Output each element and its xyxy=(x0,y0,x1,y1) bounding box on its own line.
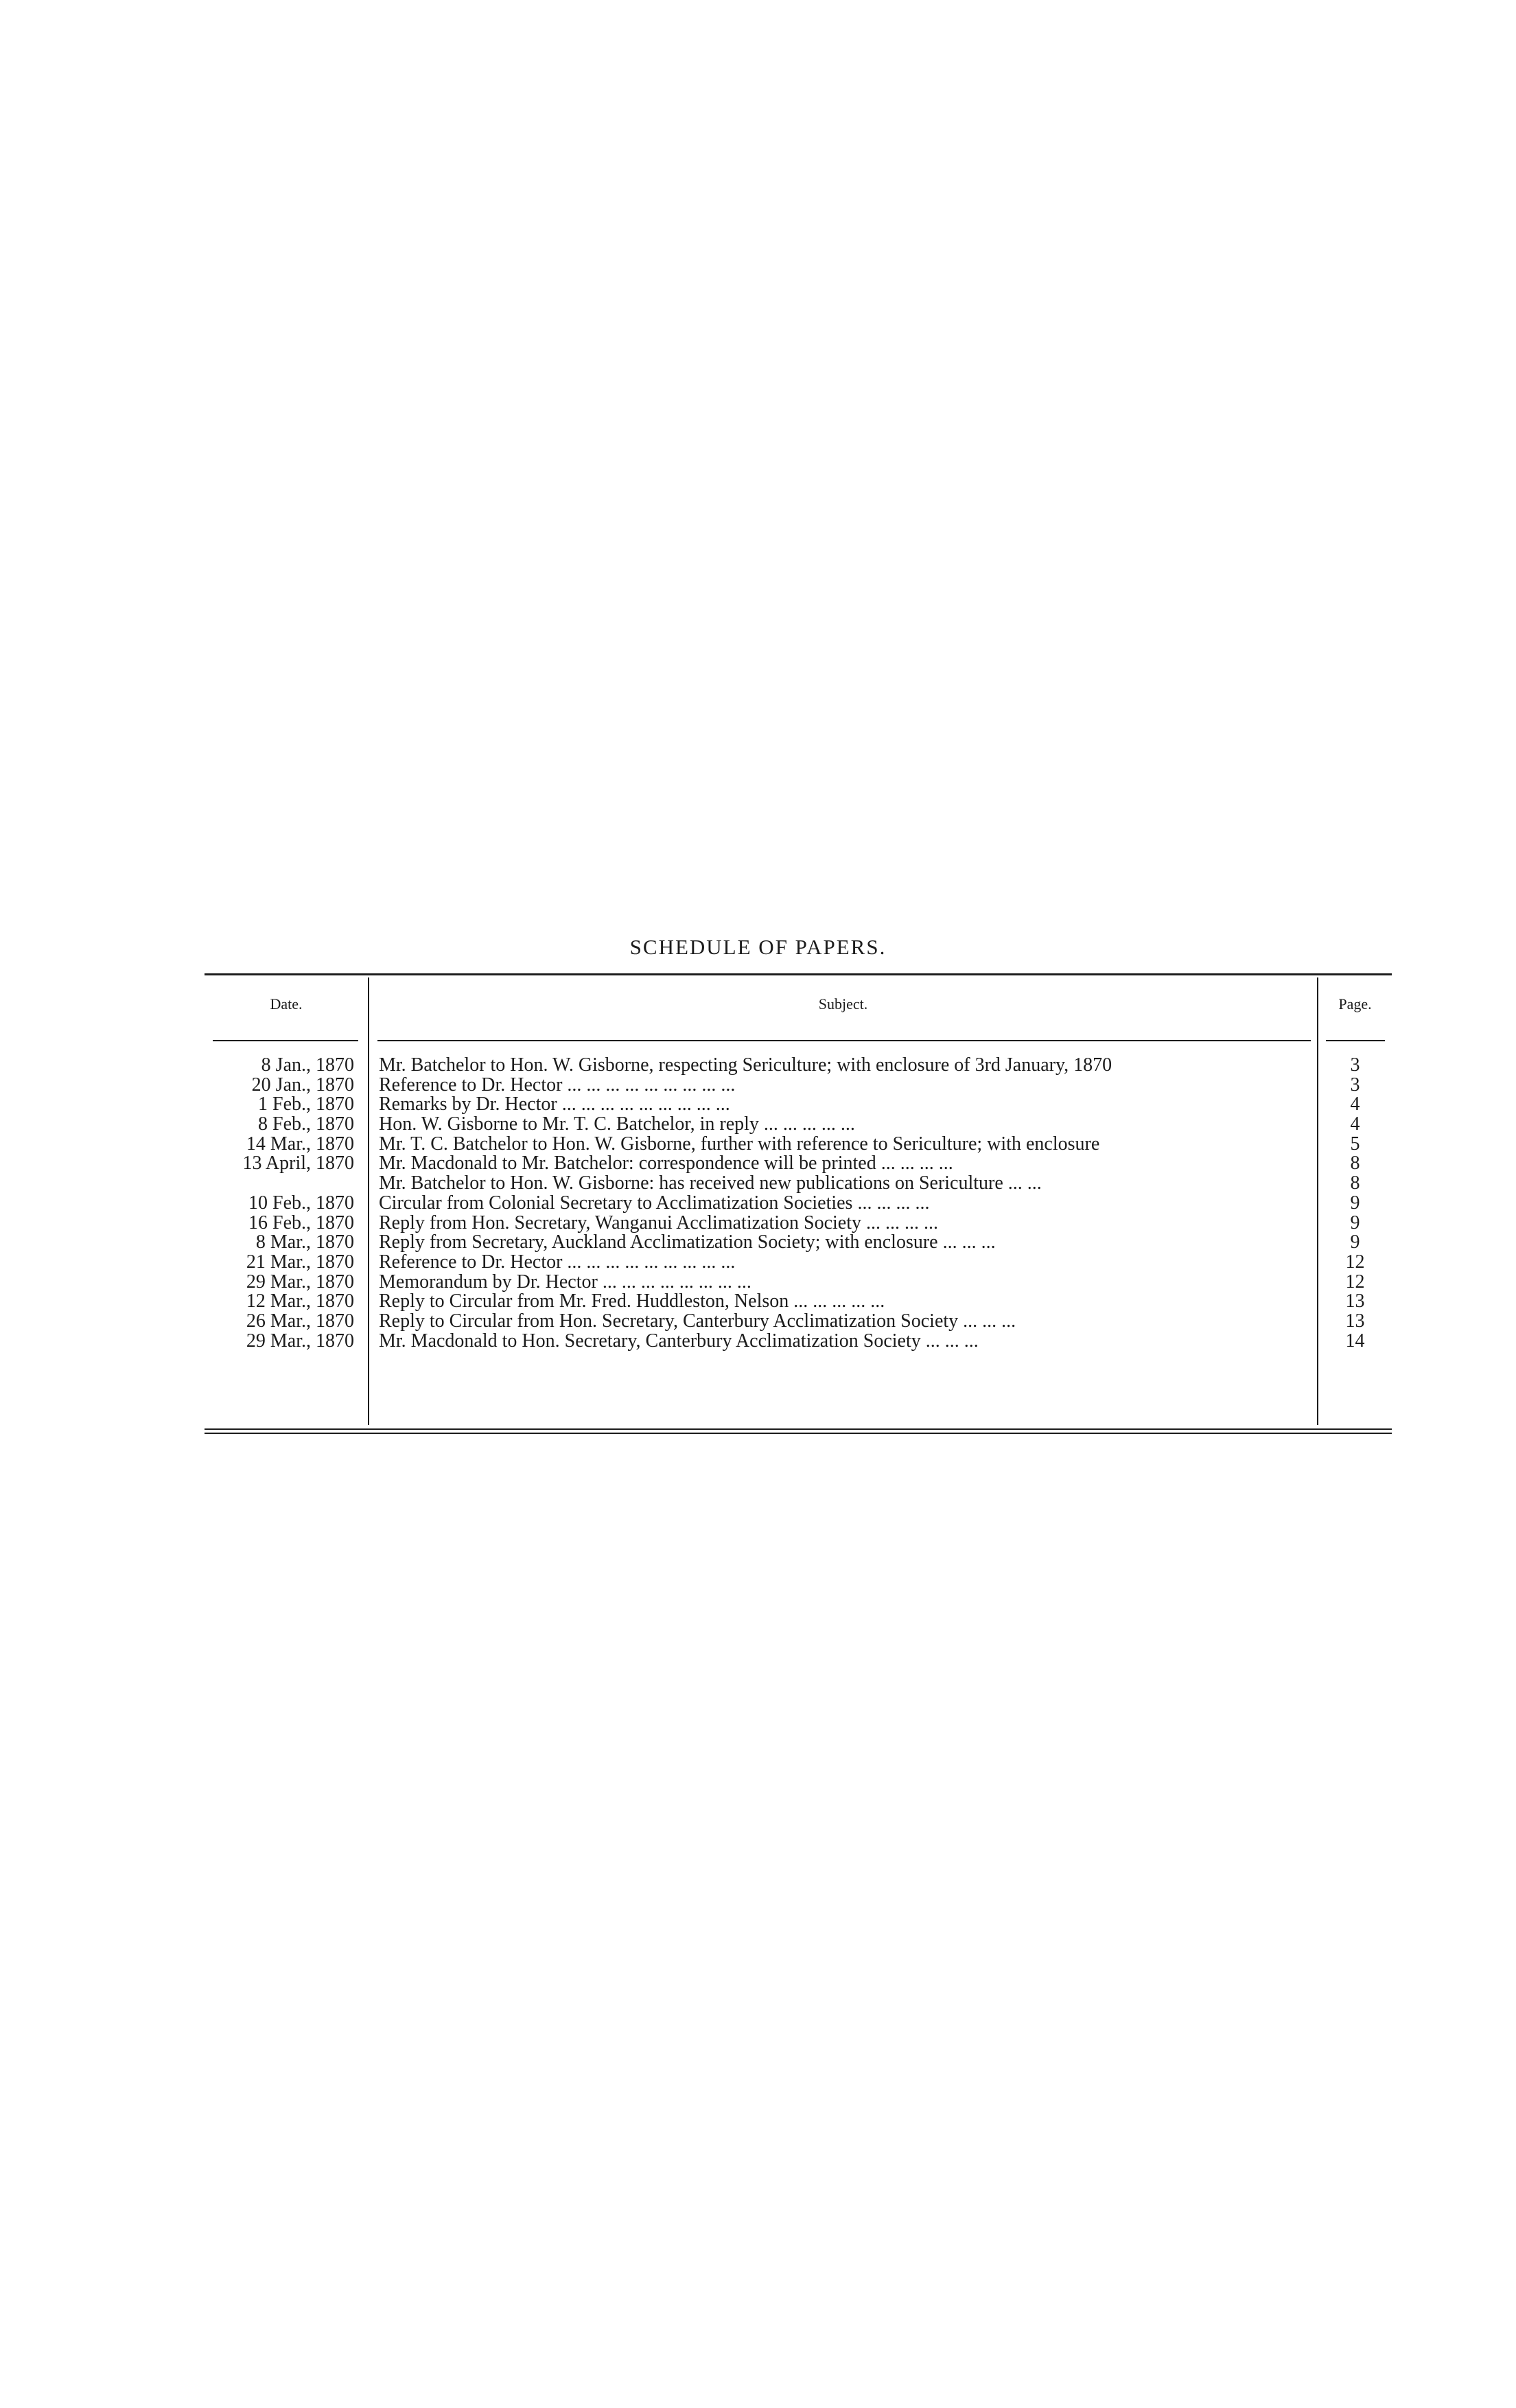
row-date: 10 Feb., 1870 xyxy=(248,1192,354,1214)
table-row xyxy=(205,1174,1392,1194)
row-date: 29 Mar., 1870 xyxy=(246,1330,354,1352)
table-bottom-rule-double xyxy=(205,1433,1392,1434)
row-subject: Hon. W. Gisborne to Mr. T. C. Batchelor, in reply ... ... ... ... ... xyxy=(379,1115,855,1135)
date-header-rule xyxy=(213,1040,358,1041)
table-row xyxy=(205,1332,1392,1352)
row-subject: Reply to Circular from Mr. Fred. Huddleston, Nelson ... ... ... ... ... xyxy=(379,1292,885,1312)
row-date: 12 Mar., 1870 xyxy=(246,1290,354,1312)
row-date: 8 Feb., 1870 xyxy=(258,1113,354,1135)
subject-column-header: Subject. xyxy=(818,995,868,1012)
row-subject: Mr. Macdonald to Mr. Batchelor: correspondence will be printed ... ... ... ... xyxy=(379,1154,953,1174)
table-top-rule xyxy=(205,973,1392,975)
row-subject: Remarks by Dr. Hector ... ... ... ... ... ... ... ... ... xyxy=(379,1095,730,1115)
row-subject: Mr. Macdonald to Hon. Secretary, Canterbury Acclimatization Society ... ... ... xyxy=(379,1331,979,1352)
row-page: 8 xyxy=(1350,1172,1360,1194)
schedule-title: SCHEDULE OF PAPERS. xyxy=(629,935,887,959)
row-page: 8 xyxy=(1350,1153,1360,1174)
table-row xyxy=(205,1154,1392,1174)
row-subject: Reply to Circular from Hon. Secretary, Canterbury Acclimatization Society ... ... ... xyxy=(379,1311,1016,1332)
row-subject: Circular from Colonial Secretary to Acclimatization Societies ... ... ... ... xyxy=(379,1193,930,1214)
row-page: 4 xyxy=(1350,1113,1360,1135)
row-date: 14 Mar., 1870 xyxy=(246,1133,354,1155)
table-row xyxy=(205,1076,1392,1096)
row-page: 3 xyxy=(1350,1054,1360,1076)
table-row xyxy=(205,1292,1392,1312)
subject-header-rule xyxy=(377,1040,1311,1041)
row-date: 21 Mar., 1870 xyxy=(246,1251,354,1273)
row-subject: Mr. Batchelor to Hon. W. Gisborne: has received new publications on Sericulture ... ... xyxy=(379,1174,1042,1194)
row-date: 1 Feb., 1870 xyxy=(258,1093,354,1115)
table-bottom-rule xyxy=(205,1428,1392,1430)
row-subject: Reference to Dr. Hector ... ... ... ... ... ... ... ... ... xyxy=(379,1252,736,1273)
row-page: 9 xyxy=(1350,1231,1360,1253)
row-subject: Mr. Batchelor to Hon. W. Gisborne, respecting Sericulture; with enclosure of 3rd January, 1870 xyxy=(379,1056,1112,1076)
table-row xyxy=(205,1214,1392,1234)
row-page: 5 xyxy=(1350,1133,1360,1155)
row-page: 13 xyxy=(1345,1310,1365,1332)
row-date: 8 Mar., 1870 xyxy=(255,1231,354,1253)
row-date: 29 Mar., 1870 xyxy=(246,1271,354,1293)
page-header-rule xyxy=(1326,1040,1385,1041)
table-row xyxy=(205,1135,1392,1155)
table-row xyxy=(205,1115,1392,1135)
row-date: 26 Mar., 1870 xyxy=(246,1310,354,1332)
row-subject: Reply from Hon. Secretary, Wanganui Acclimatization Society ... ... ... ... xyxy=(379,1213,938,1234)
row-date: 8 Jan., 1870 xyxy=(261,1054,354,1076)
row-date: 13 April, 1870 xyxy=(242,1153,354,1174)
table-row xyxy=(205,1095,1392,1115)
row-page: 13 xyxy=(1345,1290,1365,1312)
row-subject: Mr. T. C. Batchelor to Hon. W. Gisborne, further with reference to Sericulture; with enclosure xyxy=(379,1134,1100,1155)
row-page: 12 xyxy=(1345,1251,1365,1273)
page-column-header: Page. xyxy=(1338,995,1372,1012)
date-column-header: Date. xyxy=(270,995,303,1012)
table-row xyxy=(205,1233,1392,1253)
row-page: 4 xyxy=(1350,1093,1360,1115)
row-subject: Reference to Dr. Hector ... ... ... ... ... ... ... ... ... xyxy=(379,1075,736,1096)
row-page: 9 xyxy=(1350,1212,1360,1234)
table-row xyxy=(205,1273,1392,1293)
row-page: 3 xyxy=(1350,1074,1360,1096)
table-row xyxy=(205,1194,1392,1214)
table-row xyxy=(205,1312,1392,1332)
row-page: 12 xyxy=(1345,1271,1365,1293)
table-row xyxy=(205,1056,1392,1076)
row-subject: Memorandum by Dr. Hector ... ... ... ... ... ... ... ... xyxy=(379,1272,751,1293)
table-row xyxy=(205,1253,1392,1273)
row-page: 9 xyxy=(1350,1192,1360,1214)
row-subject: Reply from Secretary, Auckland Acclimatization Society; with enclosure ... ... ... xyxy=(379,1233,996,1253)
row-date: 20 Jan., 1870 xyxy=(251,1074,354,1096)
schedule-table-body xyxy=(205,1056,1392,1351)
row-page: 14 xyxy=(1345,1330,1365,1352)
row-date: 16 Feb., 1870 xyxy=(248,1212,354,1234)
